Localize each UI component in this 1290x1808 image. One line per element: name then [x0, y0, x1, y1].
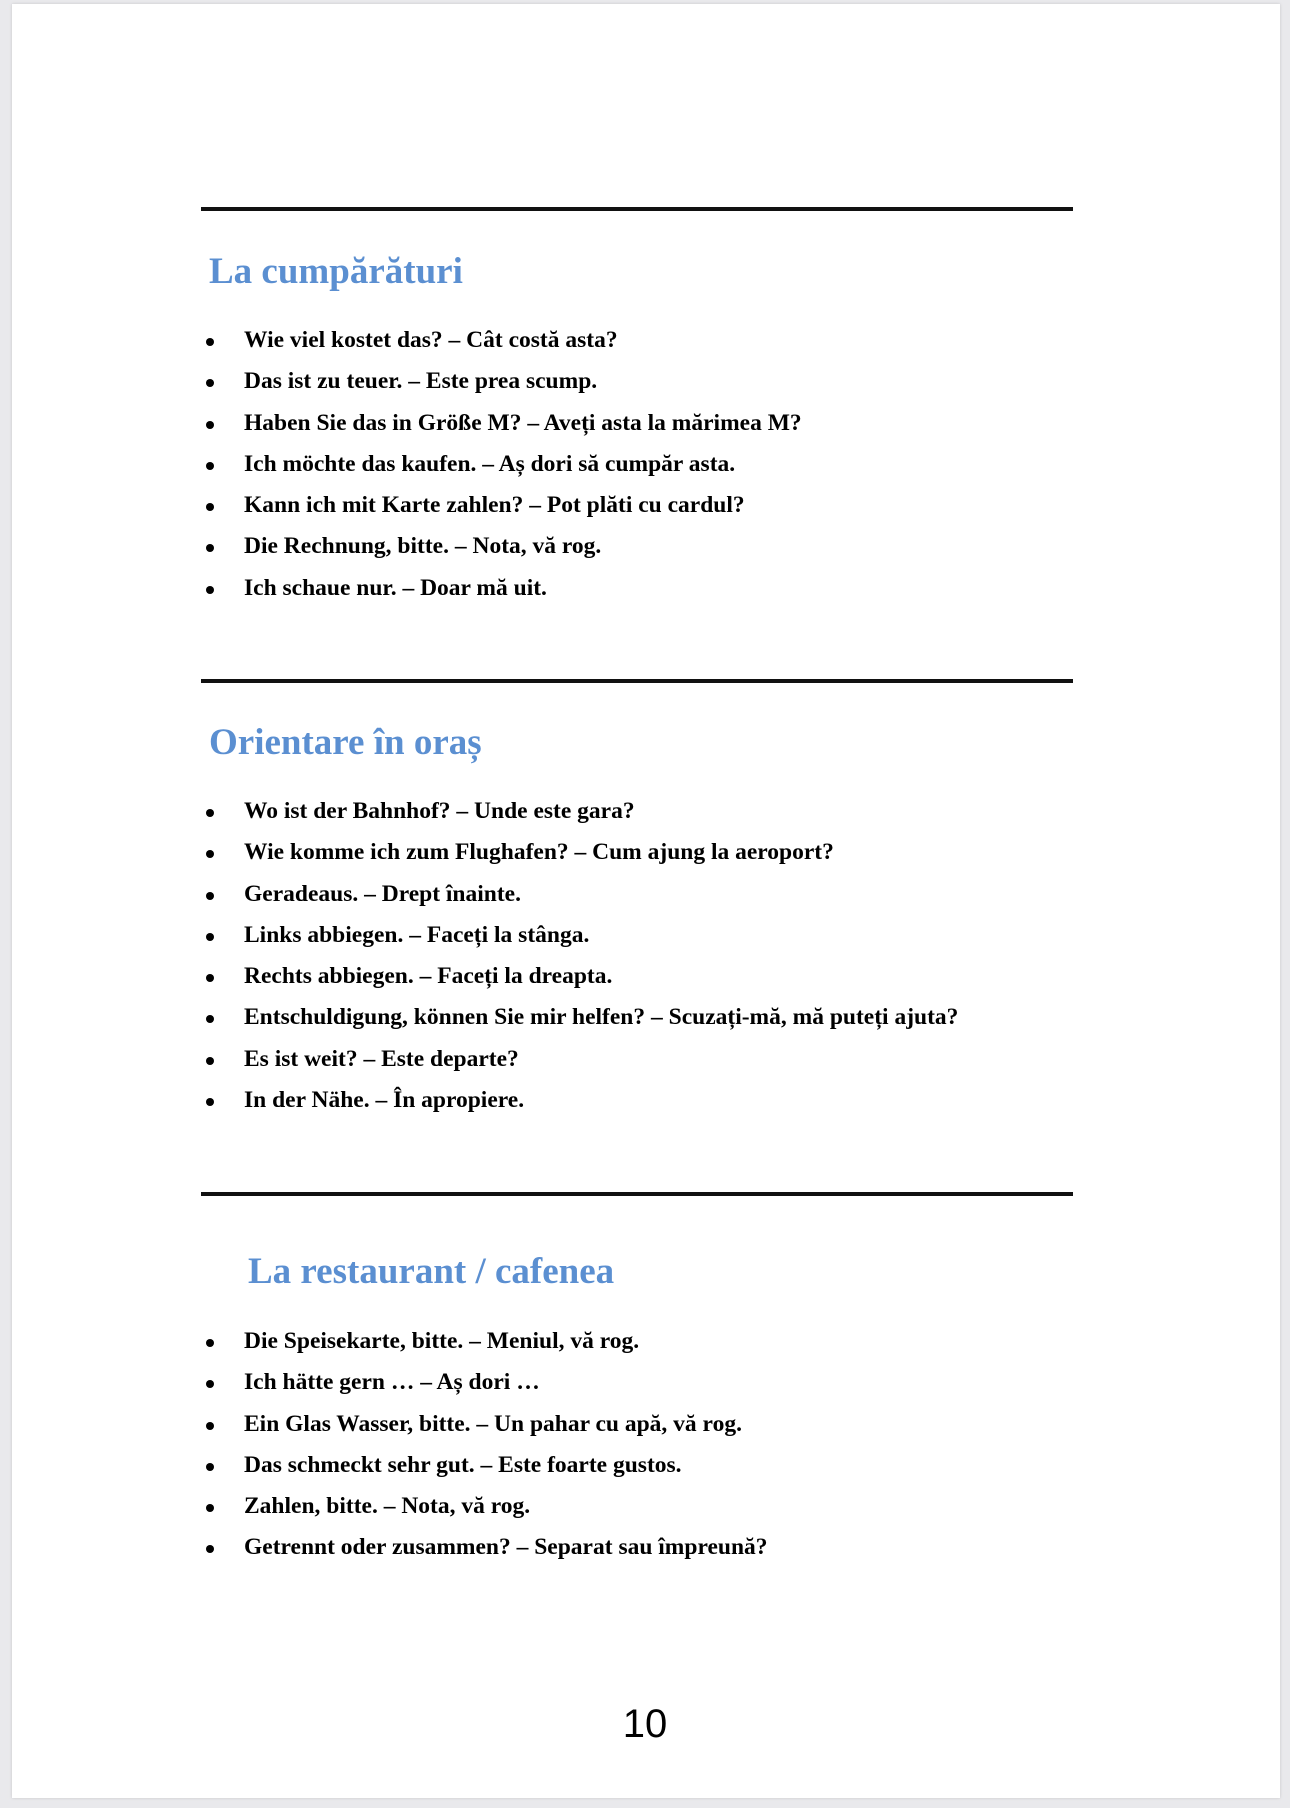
bullet-icon	[206, 809, 214, 817]
phrase-text: Rechts abbiegen. – Faceți la dreapta.	[244, 963, 613, 990]
bullet-icon	[206, 1057, 214, 1065]
section-divider	[201, 679, 1073, 683]
section-heading-shopping: La cumpărături	[209, 251, 463, 292]
phrase-text: Wie komme ich zum Flughafen? – Cum ajung la aeroport?	[244, 839, 834, 866]
phrase-text: Es ist weit? – Este departe?	[244, 1045, 519, 1072]
phrase-text: Das ist zu teuer. – Este prea scump.	[244, 368, 598, 395]
bullet-icon	[206, 586, 214, 594]
bullet-icon	[206, 892, 214, 900]
phrase-text: Ich möchte das kaufen. – Aș dori să cumpăr asta.	[244, 450, 736, 477]
phrase-text: Geradeaus. – Drept înainte.	[244, 880, 521, 907]
phrase-text: Ein Glas Wasser, bitte. – Un pahar cu apă, vă rog.	[244, 1410, 742, 1437]
section-heading-orientation: Orientare în oraș	[209, 722, 482, 763]
phrase-text: Links abbiegen. – Faceți la stânga.	[244, 921, 590, 948]
phrase-text: Entschuldigung, können Sie mir helfen? – Scuzați-mă, mă puteți ajuta?	[244, 1004, 959, 1031]
phrase-text: Kann ich mit Karte zahlen? – Pot plăti cu cardul?	[244, 492, 745, 519]
phrase-text: In der Nähe. – În apropiere.	[244, 1087, 525, 1114]
phrase-text: Die Speisekarte, bitte. – Meniul, vă rog.	[244, 1328, 640, 1354]
phrase-text: Wie viel kostet das? – Cât costă asta?	[244, 327, 618, 353]
phrase-text: Haben Sie das in Größe M? – Aveți asta la mărimea M?	[244, 409, 802, 436]
page-number: 10	[622, 1702, 668, 1746]
phrase-text: Ich schaue nur. – Doar mă uit.	[244, 574, 547, 601]
bullet-icon	[206, 1339, 214, 1347]
section-divider	[201, 207, 1073, 211]
bullet-icon	[206, 1422, 214, 1430]
phrase-text: Wo ist der Bahnhof? – Unde este gara?	[244, 798, 635, 824]
bullet-icon	[206, 462, 214, 470]
bullet-icon	[206, 338, 214, 346]
section-heading-restaurant: La restaurant / cafenea	[248, 1251, 615, 1292]
phrase-text: Das schmeckt sehr gut. – Este foarte gustos.	[244, 1451, 682, 1478]
bullet-icon	[206, 933, 214, 941]
bullet-icon	[206, 421, 214, 429]
phrase-text: Getrennt oder zusammen? – Separat sau împreună?	[244, 1534, 768, 1561]
phrase-text: Die Rechnung, bitte. – Nota, vă rog.	[244, 533, 602, 560]
phrase-text: Zahlen, bitte. – Nota, vă rog.	[244, 1493, 531, 1520]
bullet-icon	[206, 1463, 214, 1471]
phrase-text: Ich hätte gern … – Aș dori …	[244, 1369, 540, 1396]
section-divider	[201, 1192, 1073, 1196]
